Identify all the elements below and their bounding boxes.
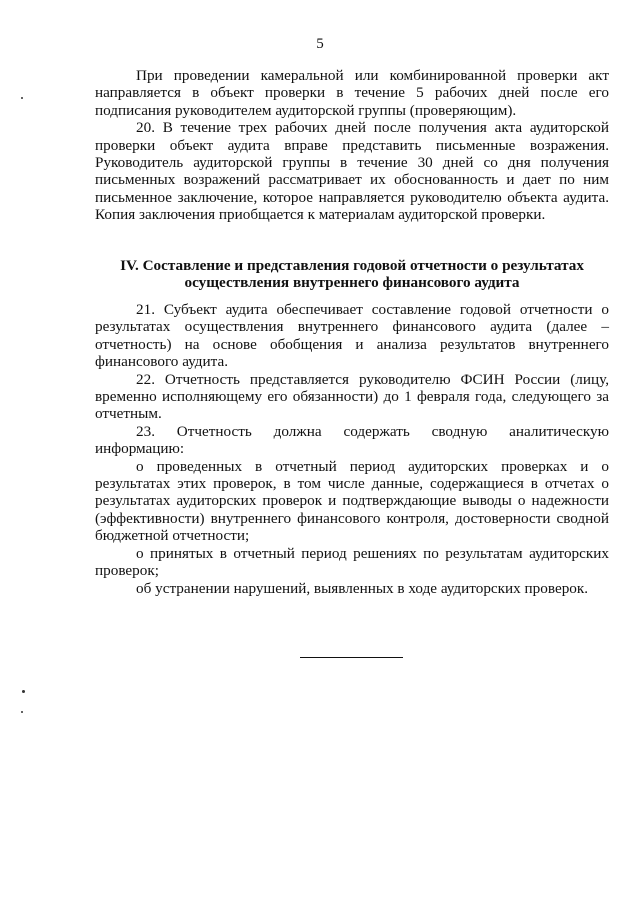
paragraph: об устранении нарушений, выявленных в ходе аудиторских проверок. [136, 579, 589, 597]
section-text-lower [95, 301, 609, 597]
scan-speck [21, 97, 23, 99]
paragraph: 23. Отчетность должна содержать сводную аналитическую информацию: [95, 422, 609, 458]
paragraph: о проведенных в отчетный период аудиторских проверках и о результатах этих проверок, в том числе данные, содержащиеся в отчетах о результатах аудиторских проверок и подтверждающие выводы о надежности (эффективности) внутреннего финансового контроля, достоверности сводной бюджетной отчетности; [95, 457, 609, 545]
section-heading [95, 257, 609, 292]
scan-speck [22, 690, 25, 693]
paragraph: 20. В течение трех рабочих дней после получения акта аудиторской проверки объект аудита вправе представить письменные возражения. Руководитель аудиторской группы в течение 30 дней со дня получения письменных возражений рассматривает их обоснованность и дает по ним письменное заключение, которое направляется руководителю объекта аудита. Копия заключения приобщается к материалам аудиторской проверки. [95, 119, 609, 224]
paragraph: о принятых в отчетный период решениях по результатам аудиторских проверок; [95, 544, 609, 580]
scan-speck [21, 711, 23, 713]
page-number: 5 [316, 36, 324, 52]
paragraph: 22. Отчетность представляется руководителю ФСИН России (лицу, временно исполняющему его обязанности) до 1 февраля года, следующего за отчетным. [95, 370, 609, 423]
paragraph: При проведении камеральной или комбинированной проверки акт направляется в объект проверки в течение 5 рабочих дней после его подписания руководителем аудиторской группы (проверяющим). [95, 67, 609, 119]
section-heading-line: IV. Составление и представления годовой отчетности о результатах [120, 257, 584, 274]
end-rule [300, 657, 403, 658]
section-heading-line: осуществления внутреннего финансового аудита [184, 274, 520, 292]
section-text-upper [95, 67, 609, 224]
paragraph: 21. Субъект аудита обеспечивает составление годовой отчетности о результатах осуществления внутреннего финансового аудита (далее – отчетность) на основе обобщения и анализа результатов внутреннего финансового аудита. [95, 301, 609, 371]
